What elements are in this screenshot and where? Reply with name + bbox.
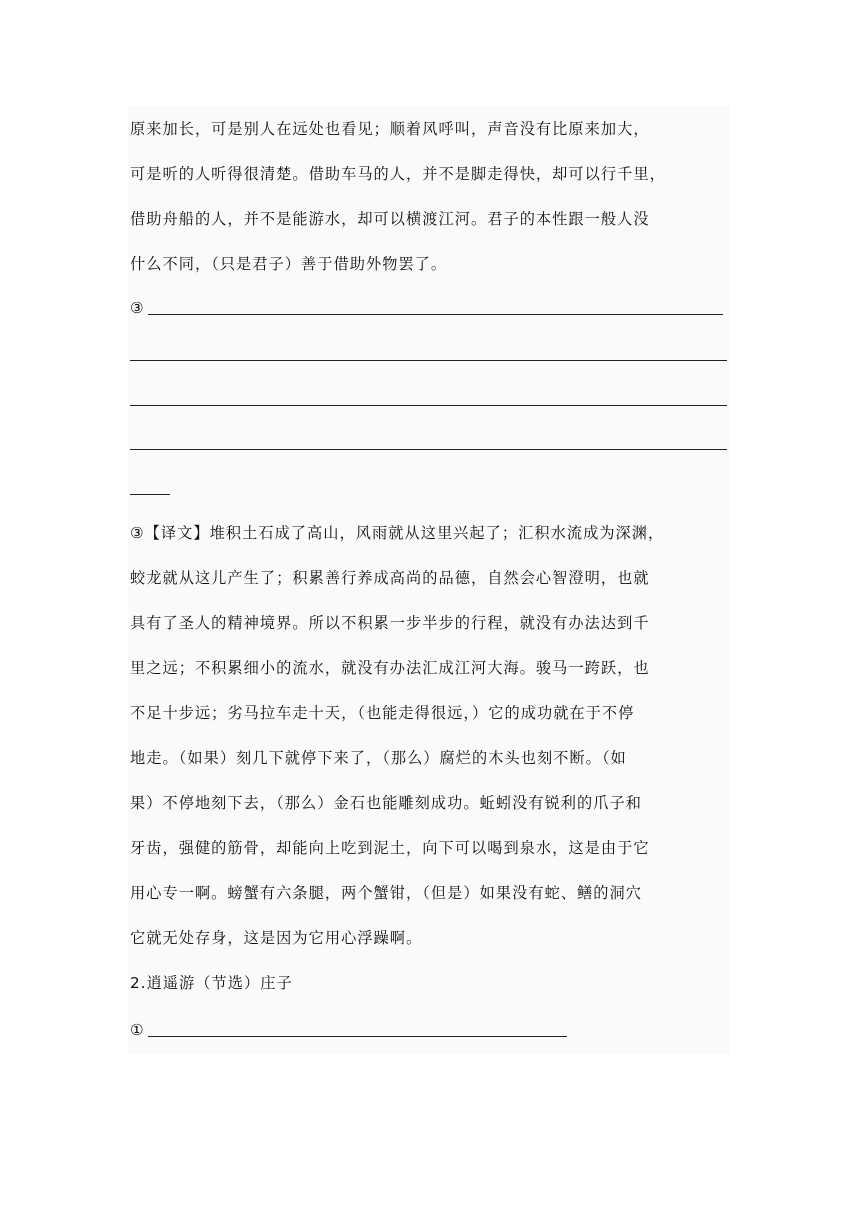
translation-line: 用心专一啊。螃蟹有六条腿，两个蟹钳，（但是）如果没有蛇、鳝的洞穴 bbox=[130, 884, 642, 902]
translation-line: 可是听的人听得很清楚。借助车马的人，并不是脚走得快，却可以行千里， bbox=[130, 165, 666, 183]
answer-underline bbox=[130, 360, 727, 361]
answer-blank-row bbox=[130, 1019, 148, 1041]
section-heading: 2.逍遥游（节选）庄子 bbox=[130, 974, 293, 992]
translation-line: ③【译文】堆积土石成了高山，风雨就从这里兴起了；汇积水流成为深渊， bbox=[130, 524, 665, 542]
answer-number-marker: ③ bbox=[130, 299, 144, 317]
translation-line: 它就无处存身，这是因为它用心浮躁啊。 bbox=[130, 929, 423, 947]
answer-underline bbox=[130, 405, 727, 406]
answer-underline bbox=[130, 449, 727, 450]
answer-blank-row bbox=[130, 297, 148, 319]
translation-line: 原来加长，可是别人在远处也看见；顺着风呼叫，声音没有比原来加大， bbox=[130, 120, 650, 138]
answer-number-marker: ① bbox=[130, 1021, 144, 1039]
answer-underline bbox=[148, 314, 723, 315]
translation-line: 什么不同，（只是君子）善于借助外物罢了。 bbox=[130, 255, 448, 273]
translation-line: 牙齿，强健的筋骨，却能向上吃到泥土，向下可以喝到泉水，这是由于它 bbox=[130, 839, 650, 857]
answer-underline bbox=[148, 1036, 567, 1037]
translation-line: 不足十步远；劣马拉车走十天，（也能走得很远，）它的成功就在于不停 bbox=[130, 704, 635, 722]
translation-line: 借助舟船的人，并不是能游水，却可以横渡江河。君子的本性跟一般人没 bbox=[130, 210, 650, 228]
translation-line: 蛟龙就从这儿产生了；积累善行养成高尚的品德，自然会心智澄明，也就 bbox=[130, 569, 650, 587]
answer-underline bbox=[130, 494, 170, 495]
translation-line: 里之远；不积累细小的流水，就没有办法汇成江河大海。骏马一跨跃，也 bbox=[130, 659, 650, 677]
translation-line: 果）不停地刻下去，（那么）金石也能雕刻成功。蚯蚓没有锐利的爪子和 bbox=[130, 794, 642, 812]
translation-line: 地走。（如果）刻几下就停下来了，（那么）腐烂的木头也刻不断。（如 bbox=[130, 749, 627, 767]
translation-line: 具有了圣人的精神境界。所以不积累一步半步的行程，就没有办法达到千 bbox=[130, 614, 650, 632]
